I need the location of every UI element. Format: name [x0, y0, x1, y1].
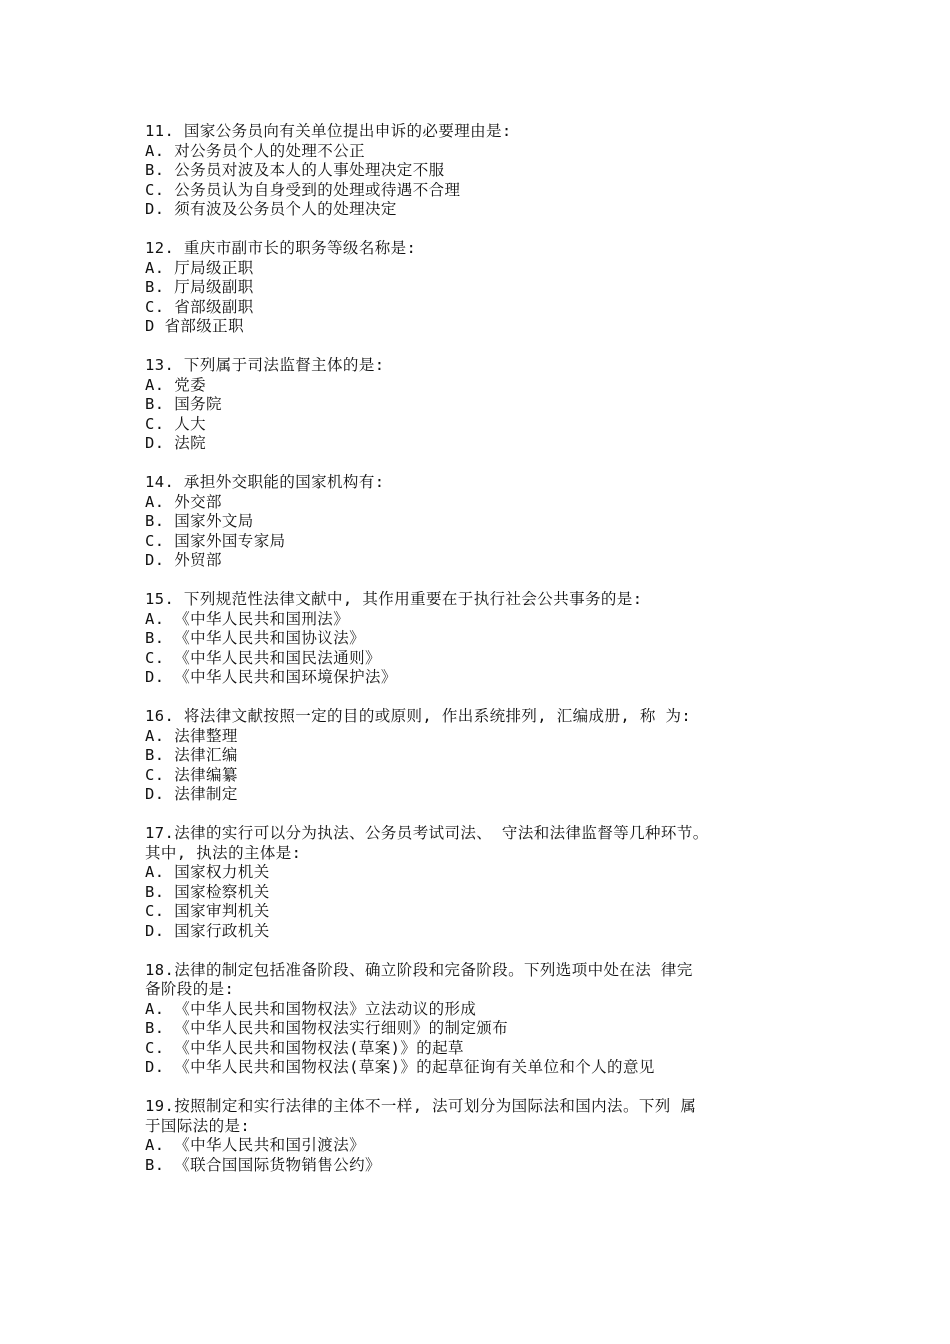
option-a: A. 《中华人民共和国物权法》立法动议的形成 [145, 999, 477, 1018]
option-b: B. 国家检察机关 [145, 882, 270, 901]
option-b: B. 《联合国国际货物销售公约》 [145, 1155, 381, 1174]
question-stem: 12. 重庆市副市长的职务等级名称是: [145, 239, 417, 257]
question-stem: 13. 下列属于司法监督主体的是: [145, 356, 385, 374]
option-b: B. 《中华人民共和国协议法》 [145, 629, 365, 647]
option-d: D. 法律制定 [145, 785, 238, 803]
option-d: D. 国家行政机关 [145, 921, 270, 940]
option-a: A. 外交部 [145, 492, 222, 511]
option-c: C. 省部级副职 [145, 297, 254, 316]
question-15 [145, 590, 925, 688]
question-stem: 19.按照制定和实行法律的主体不一样, 法可划分为国际法和国内法。下列 属 [145, 1097, 697, 1115]
question-12 [145, 239, 925, 337]
question-13 [145, 356, 925, 454]
question-stem: 15. 下列规范性法律文献中, 其作用重要在于执行社会公共事务的是: [145, 590, 643, 608]
option-c: C. 法律编纂 [145, 765, 238, 784]
option-d: D. 须有波及公务员个人的处理决定 [145, 200, 397, 218]
option-b: B. 国家外文局 [145, 512, 254, 530]
option-c: C. 《中华人民共和国民法通则》 [145, 648, 381, 667]
question-stem: 11. 国家公务员向有关单位提出申诉的必要理由是: [145, 122, 512, 140]
option-a: A. 厅局级正职 [145, 258, 254, 277]
question-stem-continued: 于国际法的是: [145, 1116, 251, 1135]
option-a: A. 《中华人民共和国引渡法》 [145, 1136, 365, 1154]
question-stem: 18.法律的制定包括准备阶段、确立阶段和完备阶段。下列选项中处在法 律完 [145, 960, 693, 979]
option-c: C. 国家审判机关 [145, 902, 270, 920]
question-stem: 17.法律的实行可以分为执法、公务员考试司法、 守法和法律监督等几种环节。 [145, 824, 709, 842]
option-d: D. 《中华人民共和国物权法(草案)》的起草征询有关单位和个人的意见 [145, 1058, 655, 1076]
option-a: A. 党委 [145, 375, 206, 394]
option-d: D 省部级正职 [145, 317, 244, 335]
question-stem: 16. 将法律文献按照一定的目的或原则, 作出系统排列, 汇编成册, 称 为: [145, 707, 692, 725]
option-b: B. 法律汇编 [145, 746, 238, 764]
option-d: D. 法院 [145, 434, 206, 452]
option-c: C. 《中华人民共和国物权法(草案)》的起草 [145, 1038, 464, 1057]
option-b: B. 厅局级副职 [145, 278, 254, 296]
question-17 [145, 824, 925, 941]
question-stem-continued: 备阶段的是: [145, 980, 235, 998]
question-19 [145, 1097, 925, 1175]
option-b: B. 公务员对波及本人的人事处理决定不服 [145, 161, 445, 179]
option-c: C. 人大 [145, 414, 206, 433]
option-c: C. 公务员认为自身受到的处理或待遇不合理 [145, 180, 461, 199]
question-list [145, 122, 925, 1195]
question-16 [145, 707, 925, 805]
question-11 [145, 122, 925, 220]
question-18 [145, 961, 925, 1078]
question-stem-continued: 其中, 执法的主体是: [145, 843, 302, 862]
option-d: D. 《中华人民共和国环境保护法》 [145, 668, 397, 686]
question-14 [145, 473, 925, 571]
option-b: B. 国务院 [145, 395, 222, 413]
option-a: A. 对公务员个人的处理不公正 [145, 141, 365, 160]
option-d: D. 外贸部 [145, 551, 222, 569]
option-a: A. 《中华人民共和国刑法》 [145, 609, 350, 628]
option-b: B. 《中华人民共和国物权法实行细则》的制定颁布 [145, 1019, 509, 1037]
option-c: C. 国家外国专家局 [145, 531, 286, 550]
option-a: A. 法律整理 [145, 726, 238, 745]
option-a: A. 国家权力机关 [145, 863, 270, 881]
question-stem: 14. 承担外交职能的国家机构有: [145, 473, 385, 491]
